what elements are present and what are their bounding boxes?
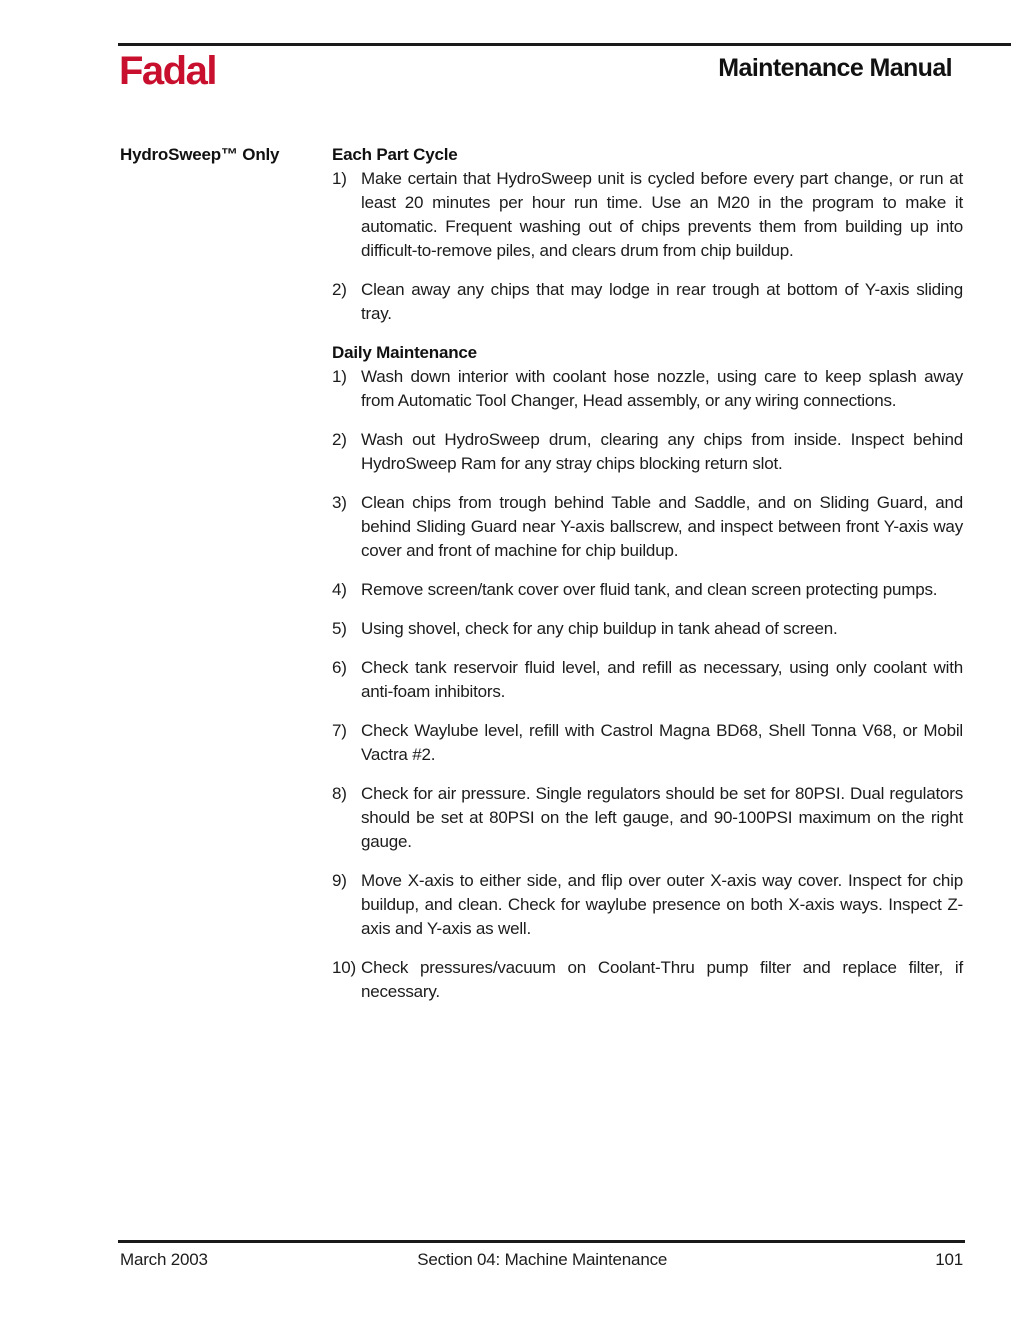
item-text: Check Waylube level, refill with Castrol Magna BD68, Shell Tonna V68, or Mobil Vactra #2.: [361, 721, 963, 764]
section-heading: Daily Maintenance: [332, 343, 477, 362]
item-number: 2): [332, 430, 347, 449]
section-daily-maintenance: [332, 341, 963, 1004]
item-number: 5): [332, 619, 347, 638]
item-text: Clean away any chips that may lodge in rear trough at bottom of Y-axis sliding tray.: [361, 280, 963, 323]
numbered-list: [332, 167, 963, 326]
item-text: Make certain that HydroSweep unit is cycled before every part change, or run at least 20 minutes per hour run time. Use an M20 in the program to make it automatic. Frequent washing out of chips prevents them from building up into difficult-to-remove piles, and clears drum from chip buildup.: [361, 169, 963, 260]
numbered-list: [332, 365, 963, 1004]
item-text: Using shovel, check for any chip buildup in tank ahead of screen.: [361, 619, 838, 638]
list-item: [332, 365, 963, 413]
list-item: [332, 869, 963, 941]
item-number: 4): [332, 580, 347, 599]
list-item: [332, 491, 963, 563]
item-number: 7): [332, 721, 347, 740]
list-item: [332, 578, 963, 602]
list-item: [332, 956, 963, 1004]
page-footer: [118, 1248, 1011, 1272]
item-number: 9): [332, 871, 347, 890]
item-number: 8): [332, 784, 347, 803]
main-column: [332, 143, 963, 1004]
list-item: [332, 656, 963, 704]
item-number: 3): [332, 493, 347, 512]
item-number: 1): [332, 367, 347, 386]
fadal-logo: Fadal: [119, 49, 216, 93]
list-item: [332, 428, 963, 476]
item-number: 6): [332, 658, 347, 677]
item-text: Remove screen/tank cover over fluid tank, and clean screen protecting pumps.: [361, 580, 938, 599]
item-text: Wash down interior with coolant hose nozzle, using care to keep splash away from Automatic Tool Changer, Head assembly, or any wiring connections.: [361, 367, 963, 410]
sidebar-label: HydroSweep™ Only: [120, 145, 280, 164]
list-item: [332, 617, 963, 641]
document-title: Maintenance Manual: [718, 54, 952, 82]
item-text: Check tank reservoir fluid level, and refill as necessary, using only coolant with anti-foam inhibitors.: [361, 658, 963, 701]
section-each-part-cycle: [332, 143, 963, 326]
item-text: Check pressures/vacuum on Coolant-Thru pump filter and replace filter, if necessary.: [361, 958, 963, 1001]
list-item: [332, 278, 963, 326]
item-number: 2): [332, 280, 347, 299]
list-item: [332, 782, 963, 854]
header-rule: [118, 43, 1011, 46]
item-text: Clean chips from trough behind Table and Saddle, and on Sliding Guard, and behind Sliding Guard near Y-axis ballscrew, and inspect between front Y-axis way cover and front of machine for chip buildup.: [361, 493, 963, 560]
section-heading: Each Part Cycle: [332, 145, 458, 164]
item-text: Move X-axis to either side, and flip over outer X-axis way cover. Inspect for chip buildup, and clean. Check for waylube presence on both X-axis ways. Inspect Z-axis and Y-axis as well.: [361, 871, 963, 938]
list-item: [332, 167, 963, 263]
item-text: Check for air pressure. Single regulators should be set for 80PSI. Dual regulators should be set at 80PSI on the left gauge, and 90-100PSI maximum on the right gauge.: [361, 784, 963, 851]
footer-section-title: Section 04: Machine Maintenance: [417, 1250, 668, 1269]
list-item: [332, 719, 963, 767]
item-number: 10): [332, 958, 356, 977]
footer-page-number: 101: [935, 1250, 963, 1269]
page-content: [120, 143, 963, 1004]
footer-rule: [118, 1240, 965, 1243]
item-number: 1): [332, 169, 347, 188]
item-text: Wash out HydroSweep drum, clearing any chips from inside. Inspect behind HydroSweep Ram for any stray chips blocking return slot.: [361, 430, 963, 473]
footer-date: March 2003: [120, 1250, 208, 1269]
